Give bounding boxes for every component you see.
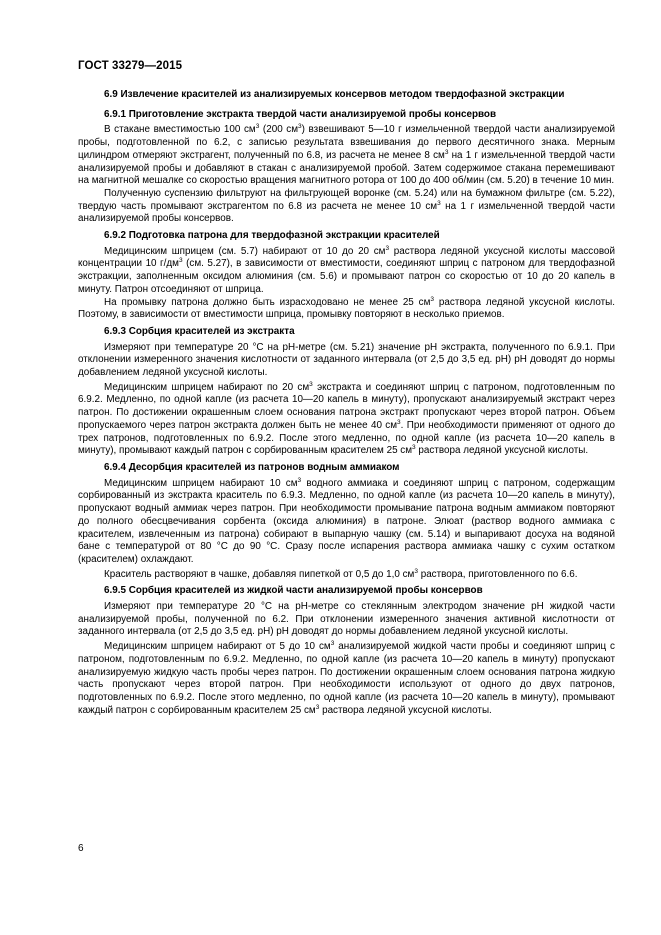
superscript: 3: [385, 244, 390, 252]
text-run: Измеряют при температуре 20 °С на рН-метре со стеклянным электродом значение рН жидкой части анализируемой пробы, полученной по 6.2. При отклонении измеренного значения активной кислотности от заданного интервала (от 2,5 до 3,5 ед. рН) рН доводят до нормы добавлением ледяной уксусной кислоты.: [78, 601, 615, 638]
paragraph: [78, 382, 615, 458]
section-heading: [78, 462, 615, 475]
section-heading: [78, 89, 615, 102]
text-run: 6.9 Извлечение красителей из анализируемых консервов методом твердофазной экстракции: [104, 89, 565, 100]
paragraph: [78, 342, 615, 380]
document-body: [78, 89, 615, 717]
text-run: на 1 г измельченной твердой части анализируемой пробы и добавляют в стакан с анализируемой пробой. Затем содержимое стакана перемешивают на магнитной мешалке со скоростью вращения магнитного ротора от 100 до 400 об/мин (см. 5.20) в течение 10 мин.: [78, 149, 615, 187]
superscript: 3: [309, 380, 313, 388]
superscript: 3: [297, 476, 302, 484]
page-number: 6: [78, 843, 84, 854]
text-run: Измеряют при температуре 20 °С на рН-метре (см. 5.21) значение рН экстракта, полученного по 6.9.1. При отклонении измеренного значения кислотности от заданного интервала (от 2,5 до 3,5 ед. рН) рН доводят до нормы добавлением ледяной уксусной кислоты.: [78, 341, 615, 379]
paragraph: [78, 641, 615, 717]
superscript: 3: [255, 123, 260, 131]
text-run: Краситель растворяют в чашке, добавляя пипеткой от 0,5 до 1,0 см: [104, 568, 415, 580]
text-run: . При необходимости применяют от одного до трех патронов, подготовленных по 6.9.2. После этого медленно, по одной капле (из расчета 10—20 капель в минуту), промывают каждый патрон с сорбированным красителем 25 см: [78, 419, 615, 457]
superscript: 3: [414, 567, 418, 575]
section-heading: [78, 326, 615, 339]
section-heading: [78, 585, 615, 598]
text-run: В стакане вместимостью 100 см: [104, 124, 256, 136]
section-heading: [78, 230, 615, 243]
superscript: 3: [178, 257, 183, 265]
text-run: ) взвешивают 5—10 г измельченной твердой части анализируемой пробы, подготовленной по 6.2, с записью результата взвешивания до первого десятичного знака. Мерным цилиндром отмеряют экстрагент, полученный по 6.8, из расчета не менее 8 см: [78, 124, 616, 161]
text-run: на 1 г измельченной твердой части анализируемой пробы консервов.: [78, 200, 616, 225]
superscript: 3: [437, 199, 441, 207]
superscript: 3: [315, 703, 320, 711]
text-run: анализируемой жидкой части пробы и соединяют шприц с патроном, подготовленным по 6.9.2. Медленно, по одной капле (из расчета 10—20 капель в минуту) пропускают анализируемую жидкую часть пробы через патрон. По достижении окрашенным слоем основания патрона жидкую часть пропускают через второй патрон. При необходимости используют от одного до двух патронов, подготовленных по 6.9.2. После этого медленно, по одной капле (из расчета 10—20 капель в минуту), промывают каждый патрон с сорбированным красителем 25 см: [78, 641, 615, 716]
paragraph: [78, 478, 615, 567]
paragraph: [78, 569, 615, 582]
superscript: 3: [330, 640, 335, 648]
paragraph: [78, 601, 615, 639]
text-run: раствора, приготовленного по 6.6.: [417, 568, 578, 580]
text-run: раствора ледяной уксусной кислоты массовой концентрации 10 г/дм: [78, 245, 615, 270]
text-run: Медицинским шприцем набирают 10 см: [104, 477, 298, 489]
paragraph: [78, 297, 615, 322]
text-run: раствора ледяной уксусной кислоты.: [319, 704, 492, 716]
text-run: (см. 5.27), в зависимости от вместимости, соединяют шприц с патроном для твердофазной экстракции, заполненным оксидом алюминия (см. 5.6) и промывают патрон со скоростью от 10 до 20 капель в минуту. Патрон отсоединяют от шприца.: [78, 258, 615, 295]
text-run: 6.9.3 Сорбция красителей из экстракта: [104, 325, 295, 337]
text-run: раствора ледяной уксусной кислоты.: [415, 445, 589, 457]
text-run: 6.9.1 Приготовление экстракта твердой части анализируемой пробы консервов: [104, 108, 497, 120]
text-run: (200 см: [259, 124, 299, 136]
text-run: На промывку патрона должно быть израсходовано не менее 25 см: [104, 296, 431, 308]
text-run: 6.9.2 Подготовка патрона для твердофазной экстракции красителей: [104, 230, 440, 242]
superscript: 3: [412, 444, 416, 452]
text-run: водного аммиака и соединяют шприц с патроном, содержащим сорбированный из экстракта краситель по 6.9.3. Медленно, по одной капле (из расчета 10—20 капель в минуту), пропускают водный аммиак через патрон. При необходимости промывание патрона водным аммиаком повторяют до полного обесцвечивания сорбента (оксида алюминия) в патроне. Элюат (раствор водного аммиака с красителем, извлеченным из патрона) собирают в выпарную чашку (см. 5.14) и выпаривают досуха на водяной бане с температурой от 80 °С до 90 °С. Сразу после испарения раствора аммиака чашку с сухим остатком (красителем) охлаждают.: [78, 477, 615, 565]
standard-code: ГОСТ 33279—2015: [78, 60, 183, 72]
text-run: Медицинским шприцем набирают от 5 до 10 см: [104, 641, 331, 653]
text-run: раствора ледяной уксусной кислоты. Поэтому, в зависимости от вместимости шприца, промывку повторяют в несколько приемов.: [78, 296, 615, 321]
superscript: 3: [430, 295, 435, 303]
paragraph: [78, 188, 615, 226]
text-run: Медицинским шприцем набирают по 20 см: [104, 381, 310, 393]
superscript: 3: [444, 148, 449, 156]
section-heading: [78, 109, 615, 122]
superscript: 3: [298, 123, 302, 131]
paragraph: [78, 124, 615, 188]
text-run: 6.9.4 Десорбция красителей из патронов водным аммиаком: [104, 461, 400, 473]
superscript: 3: [397, 418, 401, 426]
text-run: 6.9.5 Сорбция красителей из жидкой части анализируемой пробы консервов: [104, 585, 483, 597]
text-run: Медицинским шприцем (см. 5.7) набирают от 10 до 20 см: [104, 245, 386, 257]
text-run: Полученную суспензию фильтруют на фильтрующей воронке (см. 5.24) или на бумажном фильтре (см. 5.22), твердую часть промывают экстрагентом по 6.8 из расчета не менее 10 см: [78, 187, 615, 212]
text-run: экстракта и соединяют шприц с патроном, подготовленным по 6.9.2. Медленно, по одной капле (из расчета 10—20 капель в минуту), пропускают анализируемый экстракт через патрон. По достижении окрашенным слоем основания патрона экстракт пропускают через второй патрон. Объем пропускаемого через патрон экстракта должен быть не менее 40 см: [78, 381, 616, 431]
paragraph: [78, 246, 615, 297]
